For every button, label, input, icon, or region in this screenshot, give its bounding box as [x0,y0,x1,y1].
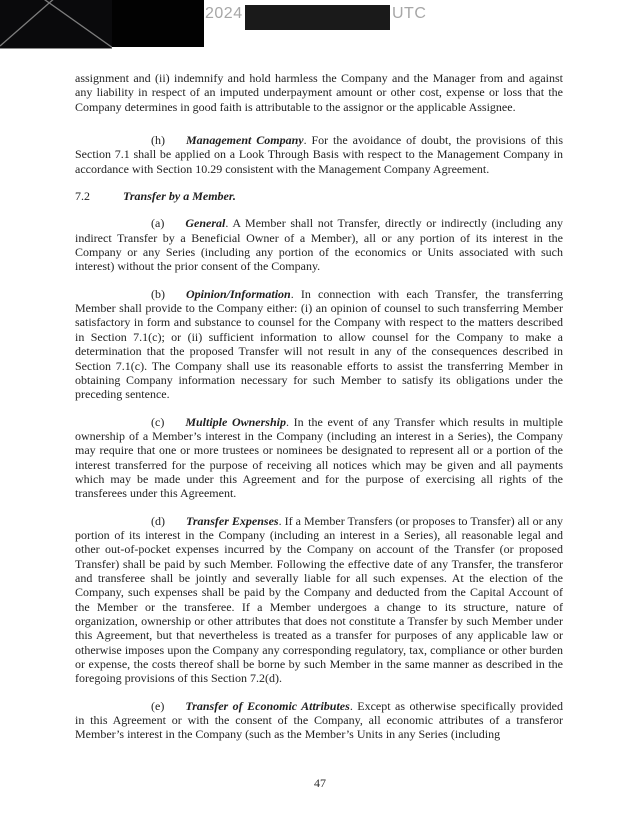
subsection-a [75,216,563,273]
subsection-text: . Except as otherwise specifically provided in this Agreement or with the consent of the Company, all economic attributes of a transferor Member’s interest in the Company (such as the Member’s Units in any Series (including [75,698,563,742]
subsection-text: . In connection with each Transfer, the transferring Member shall provide to the Company either: (i) an opinion of counsel to such transferring Member satisfactory in form and substance to counsel for the Company with respect to the matters described in Section 7.1(c); or (ii) sufficient information to allow counsel for the Company to make a determination that the proposed Transfer will not result in any of the consequences described in Section 7.1(c). The Company shall use its reasonable efforts to assist the transferring Member in obtaining Company information necessary for such Member to satisfy its obligations under the preceding sentence. [75,286,563,402]
subsection-label: (e) [151,698,165,713]
subsection-term: Multiple Ownership [185,414,286,429]
subsection-term: Transfer of Economic Attributes [185,698,350,713]
subsection-term: General [185,216,226,231]
broken-image-placeholder-icon [0,0,112,49]
subsection-b [75,287,563,402]
subsection-d [75,514,563,686]
section-number: 7.2 [75,189,90,204]
header-date-fragment: 2024 [205,5,243,22]
subsection-h [75,133,563,176]
redaction-block [112,0,204,47]
subsection-text: . For the avoidance of doubt, the provisions of this Section 7.1 shall be applied on a Look Through Basis with respect to the Management Company in accordance with Section 10.29 consistent with the Management Company Agreement. [75,133,563,176]
section-7-2-heading [75,189,563,203]
subsection-text: . A Member shall not Transfer, directly or indirectly (including any indirect Transfer by a Beneficial Owner of a Member), all or any portion of its interest in the Company or any Series (including any portion of the economics or Units associated with such interest) without the prior consent of the Company. [75,216,563,274]
subsection-label: (b) [151,286,165,301]
subsection-text: . If a Member Transfers (or proposes to Transfer) all or any portion of its interest in the Company (including an interest in a Series), all reasonable legal and other out-of-pocket expenses incurred by the Company on account of the Transfer (or proposed Transfer) shall be paid by such Member. Following the effective date of any Transfer, the transferor and transferee shall be jointly and severally liable for all such expenses. At the election of the Company, such expenses shall be paid by the Company and deducted from the Capital Account of the Member or the transferee. If a Member undergoes a change to its structure, nature of organization, ownership or other attributes that does not constitute a Transfer by such Member under this Agreement, but that nevertheless is treated as a transfer for purposes of any applicable law or otherwise imposes upon the Company any corresponding regulatory, tax, compliance or other burden or expense, the costs thereof shall be borne by such Member in the same manner as described in the foregoing provisions of this Section 7.2(d). [75,513,563,686]
page-header [0,0,640,52]
section-title: Transfer by a Member. [123,189,236,204]
subsection-text: . In the event of any Transfer which results in multiple ownership of a Member’s interest in the Company (including an interest in a Series), the Company may require that one or more trustees or nominees be designated to represent all or a portion of the interest transferred for the purpose of receiving all notices which may be given and all payments which may be made under this Agreement and for the purpose of exercising all rights of the transferees under this Agreement. [75,414,564,501]
subsection-label: (h) [151,133,165,148]
page-number: 47 [314,776,326,790]
document-body [75,71,563,742]
subsection-term: Management Company [186,133,304,148]
subsection-label: (c) [151,414,165,429]
subsection-e [75,699,563,742]
redaction-bar-timestamp [245,5,390,30]
subsection-c [75,415,563,501]
subsection-label: (d) [151,513,165,528]
continuation-paragraph: assignment and (ii) indemnify and hold harmless the Company and the Manager from and against any liability in respect of an imputed underpayment amount or other cost, expense or loss that the Company determines in good faith is attributable to the assignor or the applicable Assignee. [75,71,563,114]
subsection-term: Opinion/Information [186,286,291,301]
header-timezone-label: UTC [392,5,427,22]
subsection-term: Transfer Expenses [186,513,279,528]
subsection-label: (a) [151,216,165,231]
